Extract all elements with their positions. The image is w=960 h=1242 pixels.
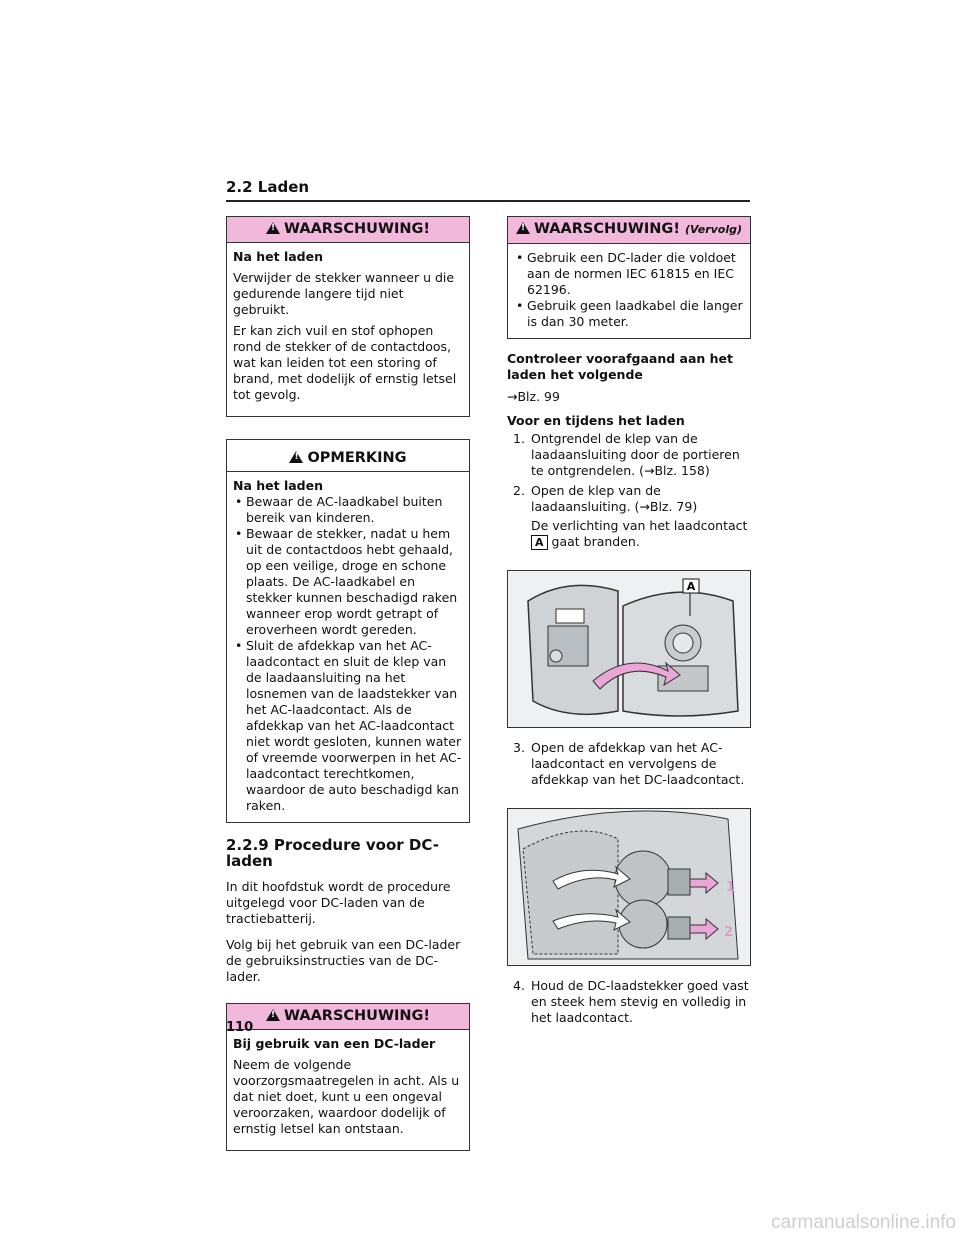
warning-title: WAARSCHUWING! — [533, 221, 680, 237]
step-number: 1. — [513, 431, 525, 446]
note-title: OPMERKING — [307, 450, 407, 466]
step-1 — [513, 431, 751, 479]
warning-icon — [516, 222, 530, 234]
step-2 — [513, 483, 751, 550]
warning-box-dc-charger — [226, 1003, 470, 1151]
step-text: Open de klep van de laadaansluiting. (→Blz. 79) — [531, 483, 698, 514]
warning-title: WAARSCHUWING! — [284, 221, 430, 237]
warning-bullet: • Gebruik geen laadkabel die langer is dan 30 meter. — [514, 298, 744, 330]
charge-port-illustration — [508, 571, 751, 727]
dc-port-figure — [507, 808, 751, 966]
step-text: Houd de DC-laadstekker goed vast en steek hem stevig en volledig in het laadcontact. — [531, 978, 749, 1025]
warning-box-after-charging — [226, 216, 470, 417]
body-paragraph: Volg bij het gebruik van een DC-lader de gebruiksinstructies van de DC-lader. — [226, 937, 461, 984]
warning-header — [508, 217, 750, 244]
dc-port-illustration — [508, 809, 751, 965]
warning-icon — [266, 222, 280, 234]
warning-header — [227, 217, 469, 243]
warning-icon — [266, 1009, 280, 1021]
section-title-dc: 2.2.9 Procedure voor DC-laden — [226, 836, 439, 870]
warning-paragraph: Verwijder de stekker wanneer u die gedurende langere tijd niet gebruikt. — [233, 270, 455, 317]
figure-label-a: A — [686, 580, 696, 593]
step-number: 2. — [513, 483, 525, 498]
check-heading: Controleer voorafgaand aan het laden het volgende — [507, 351, 733, 382]
step-text: Open de afdekkap van het AC-laadcontact en vervolgens de afdekkap van het DC-laadcontact. — [531, 740, 745, 787]
footer-watermark[interactable]: carmanualsonline.info — [771, 1212, 956, 1233]
right-column — [507, 216, 751, 1034]
note-box — [226, 439, 470, 823]
step-text: Ontgrendel de klep van de laadaansluiting door de portieren te ontgrendelen. (→Blz. 158) — [531, 431, 740, 478]
figure-label-2: 2 — [724, 925, 734, 940]
warning-title: WAARSCHUWING! — [284, 1008, 430, 1024]
step-number: 4. — [513, 978, 525, 993]
step-3 — [513, 740, 751, 788]
page-number: 110 — [226, 1020, 254, 1035]
note-header — [227, 440, 469, 472]
warning-header — [227, 1004, 469, 1030]
warning-paragraph: Er kan zich vuil en stof ophopen rond de stekker of de contactdoos, wat kan leiden tot een storing of brand, met dodelijk of ernstig letsel tot gevolg. — [233, 323, 457, 402]
warning-box-continued — [507, 216, 751, 339]
warning-bullet: • Gebruik een DC-lader die voldoet aan de normen IEC 61815 en IEC 62196. — [514, 250, 744, 298]
warning-paragraph: Neem de volgende voorzorgsmaatregelen in acht. Als u dat niet doet, kunt u een ongeval veroorzaken, waardoor dodelijk of ernstig letsel kan ontstaan. — [233, 1057, 460, 1136]
warning-subtitle: Bij gebruik van een DC-lader — [233, 1036, 436, 1051]
note-icon — [289, 451, 303, 463]
figure-label-1: 1 — [726, 880, 736, 895]
step-extra-post: gaat branden. — [551, 534, 640, 549]
note-bullet: • Sluit de afdekkap van het AC-laadcontact en sluit de klep van de laadaansluiting na het losnemen van de laadstekker van het AC-laadcontact. Als de afdekkap van het AC-laadcontact niet wordt gesloten, kunnen water of vreemde voorwerpen in het AC-laadcontact terechtkomen, waardoor de auto beschadigd kan raken. — [233, 638, 463, 814]
during-heading: Voor en tijdens het laden — [507, 413, 685, 428]
callout-tag-a: A — [531, 535, 548, 550]
charge-port-figure — [507, 570, 751, 728]
section-header: 2.2 Laden — [226, 178, 750, 202]
warning-subtitle: Na het laden — [233, 249, 323, 264]
step-extra: De verlichting van het laadcontact — [531, 518, 748, 533]
step-4 — [513, 978, 751, 1026]
step-number: 3. — [513, 740, 525, 755]
left-column — [226, 216, 470, 1163]
continued-label: (Vervolg) — [685, 223, 743, 236]
body-paragraph: In dit hoofdstuk wordt de procedure uitgelegd voor DC-laden van de tractiebatterij. — [226, 879, 451, 926]
note-bullet: • Bewaar de stekker, nadat u hem uit de contactdoos hebt gehaald, op een veilige, droge en schone plaats. De AC-laadkabel en stekker kunnen beschadigd raken wanneer erop wordt getrapt of eroverheen wordt gereden. — [233, 526, 463, 638]
note-subtitle: Na het laden — [233, 478, 323, 493]
note-bullet: • Bewaar de AC-laadkabel buiten bereik van kinderen. — [233, 494, 463, 526]
page-reference[interactable]: →Blz. 99 — [507, 389, 560, 404]
